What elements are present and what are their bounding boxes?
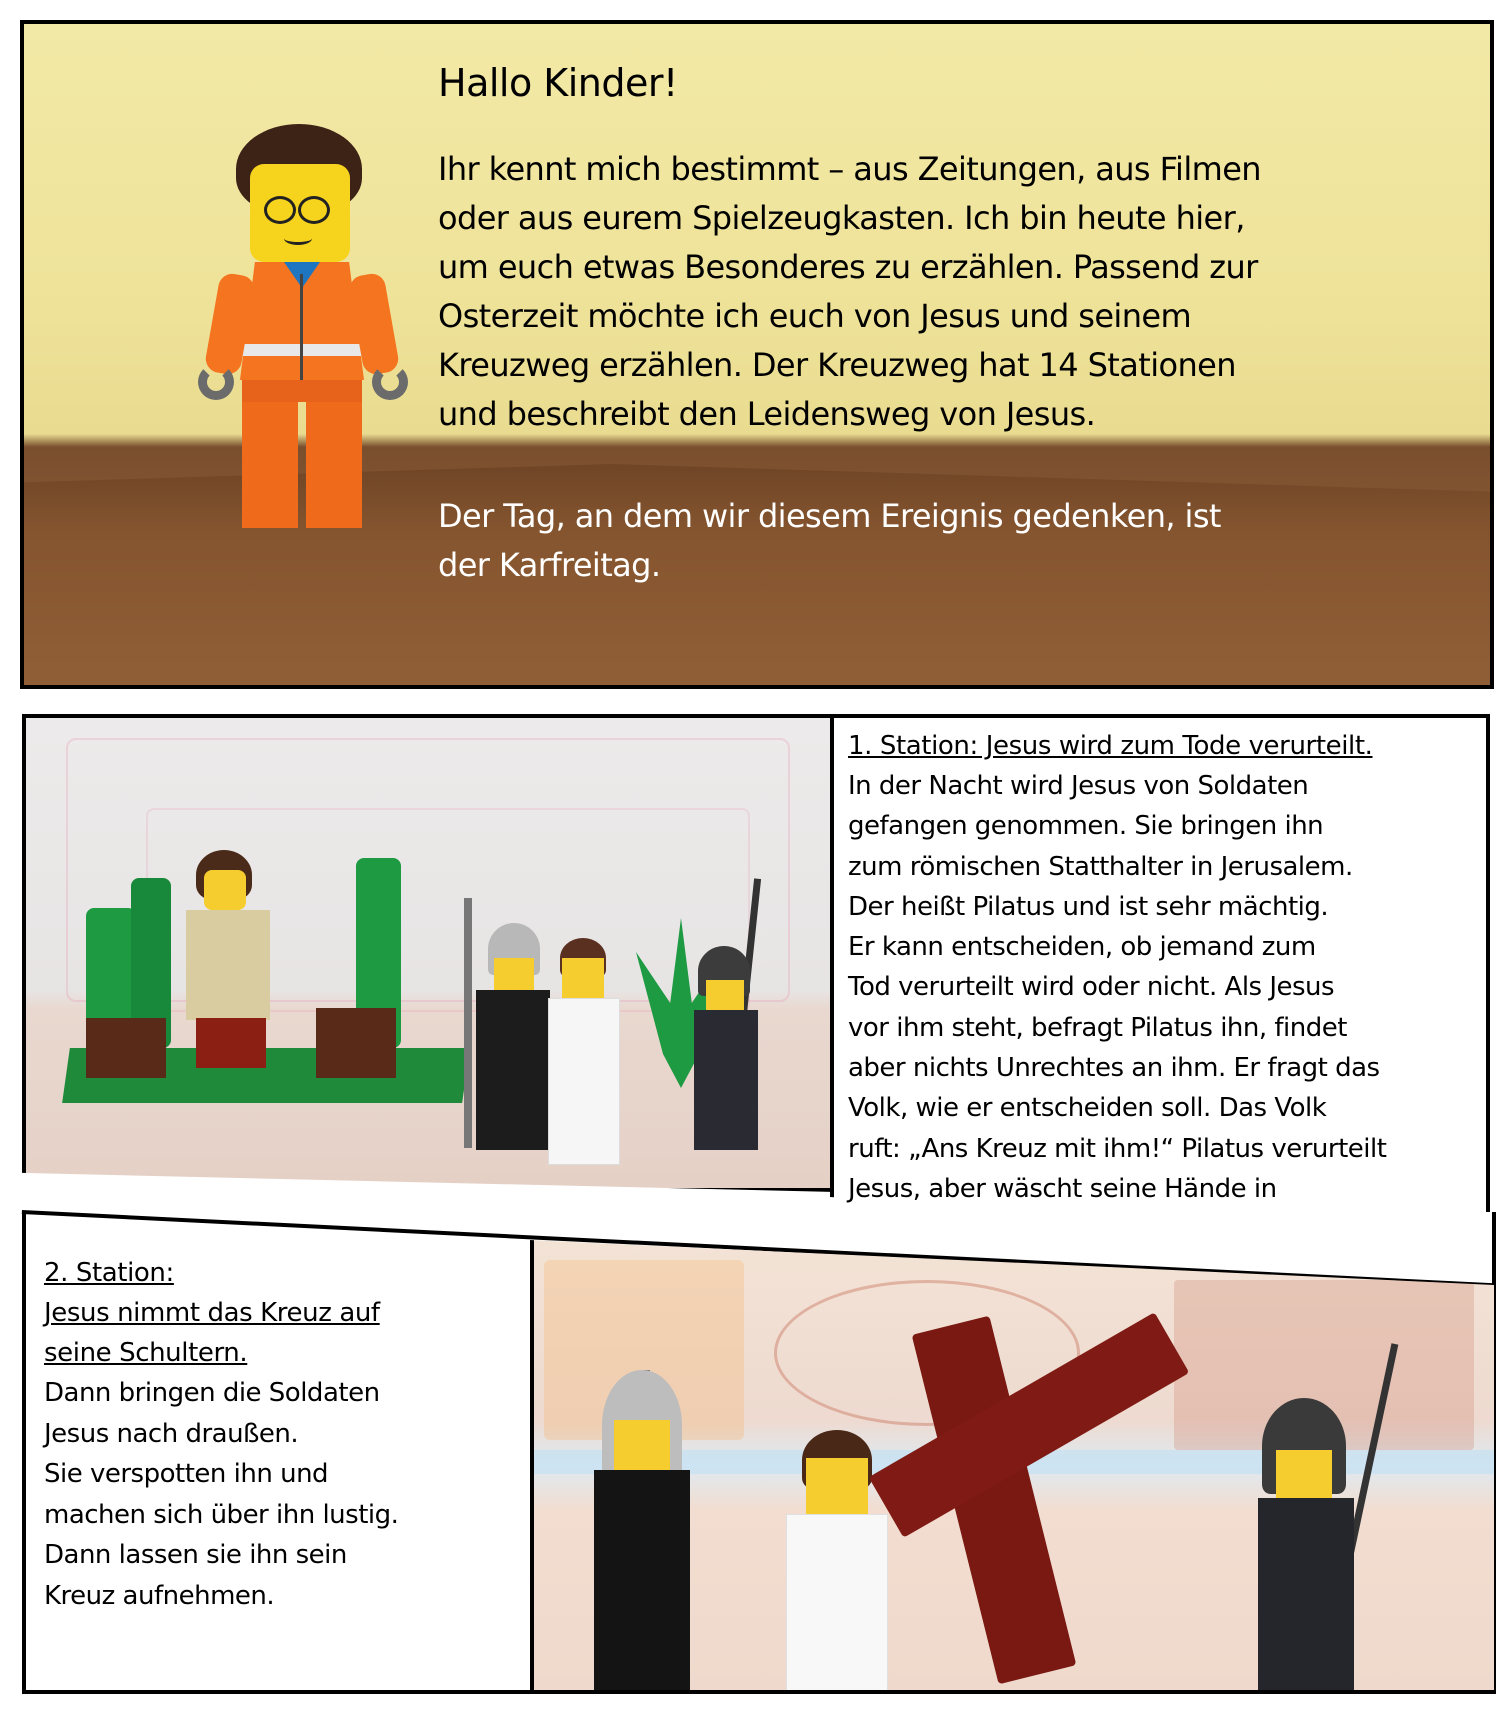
intro-paragraph xyxy=(438,145,1458,439)
station1-line: ruft: „Ans Kreuz mit ihm!“ Pilatus verurteilt xyxy=(848,1133,1387,1164)
intro-line: und beschreibt den Leidensweg von Jesus. xyxy=(438,395,1096,433)
intro-line: Ihr kennt mich bestimmt – aus Zeitungen, aus Filmen xyxy=(438,150,1261,188)
station1-line: Tod verurteilt wird oder nicht. Als Jesus xyxy=(848,972,1335,1003)
greeting-heading: Hallo Kinder! xyxy=(438,61,678,105)
station2-line: Dann bringen die Soldaten xyxy=(44,1378,380,1408)
station2-line: machen sich über ihn lustig. xyxy=(44,1499,399,1530)
station2-title-line: Jesus nimmt das Kreuz auf xyxy=(44,1298,380,1328)
station1-line: gefangen genommen. Sie bringen ihn xyxy=(848,811,1324,842)
station1-line: Volk, wie er entscheiden soll. Das Volk xyxy=(848,1093,1327,1124)
intro-line: Osterzeit möchte ich euch von Jesus und seinem xyxy=(438,297,1192,335)
intro-line: um euch etwas Besonderes zu erzählen. Passend zur xyxy=(438,248,1258,286)
station1-scene-image xyxy=(22,714,836,1192)
station1-line: Der heißt Pilatus und ist sehr mächtig. xyxy=(848,891,1329,922)
station2-line: Dann lassen sie ihn sein xyxy=(44,1540,347,1570)
station2-scene-image xyxy=(530,1240,1494,1690)
karfreitag-paragraph xyxy=(438,492,1458,590)
minifigure-worker-image xyxy=(184,124,424,554)
karfreitag-line: Der Tag, an dem wir diesem Ereignis gedenken, ist xyxy=(438,497,1221,535)
station2-title-line: seine Schultern. xyxy=(44,1338,248,1368)
station1-line: In der Nacht wird Jesus von Soldaten xyxy=(848,771,1309,801)
station2-paragraph xyxy=(44,1373,514,1616)
station2-title xyxy=(44,1253,514,1373)
station2-line: Sie verspotten ihn und xyxy=(44,1459,329,1489)
station2-line: Kreuz aufnehmen. xyxy=(44,1580,275,1611)
station1-line: Jesus, aber wäscht seine Hände in xyxy=(848,1173,1277,1204)
intro-line: Kreuzweg erzählen. Der Kreuzweg hat 14 Stationen xyxy=(438,346,1236,384)
station2-title-line: 2. Station: xyxy=(44,1258,174,1288)
station2-line: Jesus nach draußen. xyxy=(44,1418,299,1449)
karfreitag-line: der Karfreitag. xyxy=(438,546,661,584)
intro-line: oder aus eurem Spielzeugkasten. Ich bin heute hier, xyxy=(438,199,1245,237)
station1-line: vor ihm steht, befragt Pilatus ihn, findet xyxy=(848,1012,1347,1043)
station1-paragraph xyxy=(848,766,1478,1209)
station1-line: Er kann entscheiden, ob jemand zum xyxy=(848,932,1316,963)
station1-line: aber nichts Unrechtes an ihm. Er fragt das xyxy=(848,1053,1380,1084)
station1-title: 1. Station: Jesus wird zum Tode verurteilt. xyxy=(848,731,1373,761)
station1-line: zum römischen Statthalter in Jerusalem. xyxy=(848,851,1353,882)
